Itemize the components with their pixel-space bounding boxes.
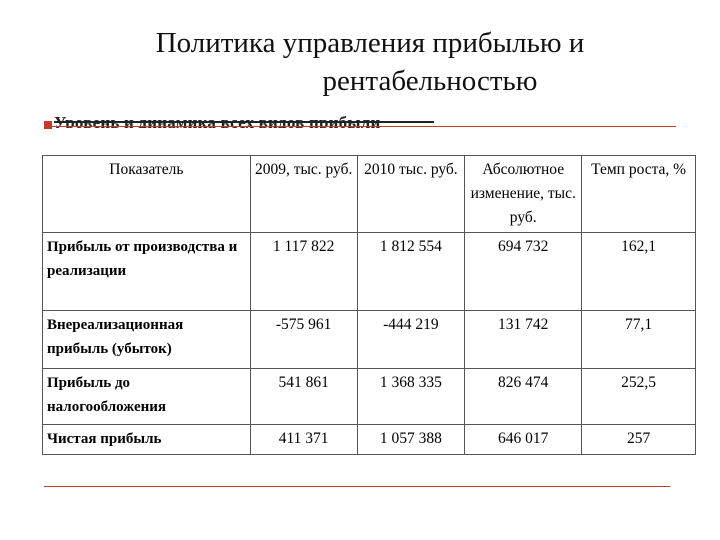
cell-rate: 162,1 bbox=[582, 233, 696, 311]
cell-rate: 257 bbox=[582, 425, 696, 455]
table-row bbox=[43, 425, 696, 455]
subtitle-divider bbox=[44, 126, 676, 127]
cell-2009: 541 861 bbox=[250, 369, 357, 425]
bullet-marker bbox=[44, 121, 52, 129]
table-row bbox=[43, 233, 696, 311]
subtitle-strike bbox=[54, 121, 434, 123]
header-2010: 2010 тыс. руб. bbox=[357, 156, 465, 233]
row-label: Чистая прибыль bbox=[43, 425, 251, 455]
table-row bbox=[43, 311, 696, 369]
cell-2010: -444 219 bbox=[357, 311, 465, 369]
header-2009: 2009, тыс. руб. bbox=[250, 156, 357, 233]
cell-abs: 131 742 bbox=[465, 311, 582, 369]
table-header-row bbox=[43, 156, 696, 233]
cell-abs: 646 017 bbox=[465, 425, 582, 455]
header-absolute-change: Абсолютное изменение, тыс. руб. bbox=[465, 156, 582, 233]
header-indicator: Показатель bbox=[43, 156, 251, 233]
slide-title bbox=[90, 24, 650, 100]
profit-table bbox=[42, 155, 696, 455]
cell-rate: 252,5 bbox=[582, 369, 696, 425]
cell-rate: 77,1 bbox=[582, 311, 696, 369]
cell-2009: 1 117 822 bbox=[250, 233, 357, 311]
cell-2009: -575 961 bbox=[250, 311, 357, 369]
row-label: Прибыль от производства и реализации bbox=[43, 233, 251, 311]
title-line-2: рентабельностью bbox=[322, 65, 538, 97]
cell-abs: 826 474 bbox=[465, 369, 582, 425]
cell-2010: 1 057 388 bbox=[357, 425, 465, 455]
title-line-1: Политика управления прибылью и bbox=[155, 27, 585, 59]
row-label: Внереализационная прибыль (убыток) bbox=[43, 311, 251, 369]
cell-2010: 1 812 554 bbox=[357, 233, 465, 311]
row-label: Прибыль до налогообложения bbox=[43, 369, 251, 425]
table-row bbox=[43, 369, 696, 425]
bottom-divider bbox=[44, 486, 670, 487]
cell-2010: 1 368 335 bbox=[357, 369, 465, 425]
cell-abs: 694 732 bbox=[465, 233, 582, 311]
header-growth-rate: Темп роста, % bbox=[582, 156, 696, 233]
cell-2009: 411 371 bbox=[250, 425, 357, 455]
